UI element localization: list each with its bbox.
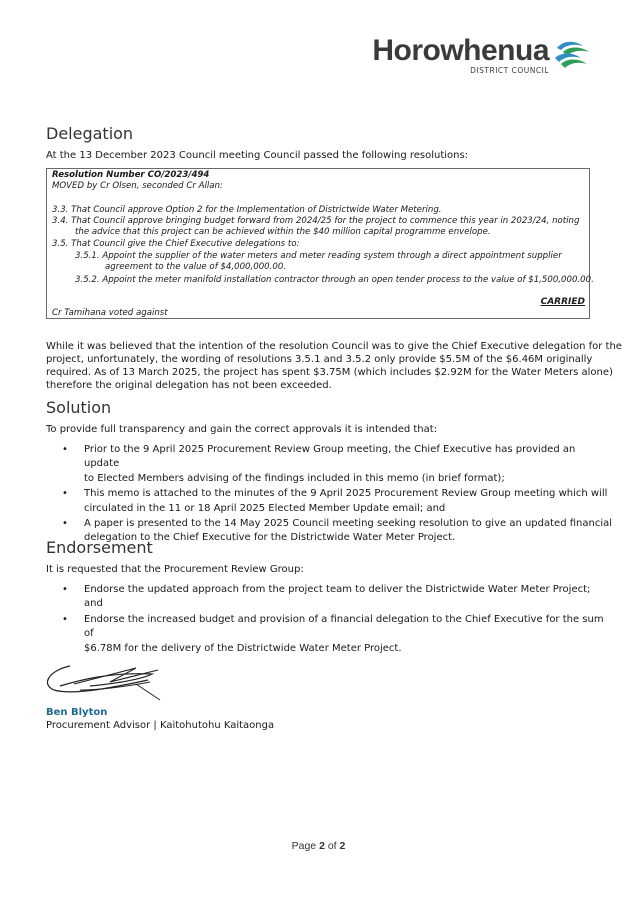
resolution-3-5: 3.5. That Council give the Chief Executive delegations to: — [52, 239, 300, 249]
solution-heading: Solution — [46, 398, 112, 417]
signer-role: Procurement Advisor | Kaitohutohu Kaitaonga — [46, 720, 275, 731]
list-item-text: A paper is presented to the 14 May 2025 Council meeting seeking resolution to give an updated financial — [84, 518, 613, 530]
resolution-vote: Cr Tamihana voted against — [52, 308, 168, 318]
list-item: • Endorse the increased budget and provision of a financial delegation to the Chief Executive for the sum of $6.78M for the delivery of the Districtwide Water Meter Project. — [62, 613, 604, 654]
para-line: therefore the original delegation has not been exceeded. — [46, 380, 332, 391]
list-item-text: Endorse the increased budget and provision of a financial delegation to the Chief Executive for the sum of — [84, 613, 604, 640]
list-item-text: delegation to the Chief Executive for the Districtwide Water Meter Project. — [84, 532, 456, 544]
list-item-text: $6.78M for the delivery of the Districtwide Water Meter Project. — [84, 642, 402, 654]
list-item-text: circulated in the 11 or 18 April 2025 Elected Member Update email; and — [84, 502, 446, 514]
resolution-moved: MOVED by Cr Olsen, seconded Cr Allan: — [52, 181, 223, 191]
para-line: project, unfortunately, the wording of resolutions 3.5.1 and 3.5.2 only provide $5.5M of the $6.46M originally — [46, 354, 593, 365]
resolution-3-5-1: 3.5.1. Appoint the supplier of the water meters and meter reading system through a direct appointment supplier — [75, 251, 562, 261]
endorsement-intro: It is requested that the Procurement Review Group: — [46, 564, 304, 575]
para-line: While it was believed that the intention of the resolution Council was to give the Chief Executive delegation for the — [46, 341, 622, 352]
resolution-3-5-1-cont: agreement to the value of $4,000,000.00. — [105, 262, 287, 272]
delegation-intro: At the 13 December 2023 Council meeting Council passed the following resolutions: — [46, 150, 469, 161]
resolution-3-4-cont: the advice that this project can be achieved within the $40 million capital programme envelope. — [75, 227, 491, 237]
signature-icon — [40, 656, 165, 702]
resolution-3-3: 3.3. That Council approve Option 2 for the Implementation of Districtwide Water Metering. — [52, 205, 442, 215]
list-item-text: This memo is attached to the minutes of the 9 April 2025 Procurement Review Group meeting which will — [84, 488, 608, 500]
total-pages: 2 — [339, 840, 346, 852]
resolution-3-4: 3.4. That Council approve bringing budget forward from 2024/25 for the project to commence this year in 2023/24, noting — [52, 216, 580, 226]
wave-logo-icon — [553, 38, 593, 72]
list-item: • This memo is attached to the minutes of the 9 April 2025 Procurement Review Group meeting which will circulated in the 11 or 18 April 2025 Elected Member Update email; and — [62, 488, 608, 514]
logo-subtitle: DISTRICT COUNCIL — [470, 66, 549, 75]
list-item: • A paper is presented to the 14 May 2025 Council meeting seeking resolution to give an updated financial delegation to the Chief Executive for the Districtwide Water Meter Project. — [62, 518, 613, 544]
list-item: • Prior to the 9 April 2025 Procurement Review Group meeting, the Chief Executive has provided an update to Elected Members advising of the findings included in this memo (in brief format); — [62, 444, 576, 484]
of-label: of — [327, 840, 337, 852]
council-logo — [372, 34, 593, 78]
logo-name: Horowhenua — [372, 34, 549, 67]
solution-list — [62, 443, 612, 547]
current-page: 2 — [319, 840, 325, 852]
list-item-text: Prior to the 9 April 2025 Procurement Review Group meeting, the Chief Executive has provided an update — [84, 444, 576, 470]
delegation-heading: Delegation — [46, 124, 134, 143]
resolution-number: Resolution Number CO/2023/494 — [52, 170, 210, 180]
page-label: Page — [291, 840, 317, 852]
resolution-3-5-2: 3.5.2. Appoint the meter manifold installation contractor through an open tender process to the value of $1,500,000.00. — [75, 275, 594, 285]
carried-label: CARRIED — [540, 297, 585, 307]
para-line: required. As of 13 March 2025, the project has spent $3.75M (which includes $2.92M for the Water Meters alone) — [46, 367, 613, 378]
list-item: • Endorse the updated approach from the project team to deliver the Districtwide Water Meter Project; and — [62, 584, 591, 610]
signer-name: Ben Blyton — [46, 707, 108, 718]
list-item-text: to Elected Members advising of the findings included in this memo (in brief format); — [84, 472, 505, 484]
resolution-box — [46, 168, 594, 319]
solution-intro: To provide full transparency and gain the correct approvals it is intended that: — [46, 424, 438, 435]
page-number — [0, 840, 637, 852]
list-item-text: Endorse the updated approach from the project team to deliver the Districtwide Water Meter Project; and — [84, 584, 591, 610]
endorsement-heading: Endorsement — [46, 538, 153, 557]
endorsement-list — [62, 583, 612, 657]
